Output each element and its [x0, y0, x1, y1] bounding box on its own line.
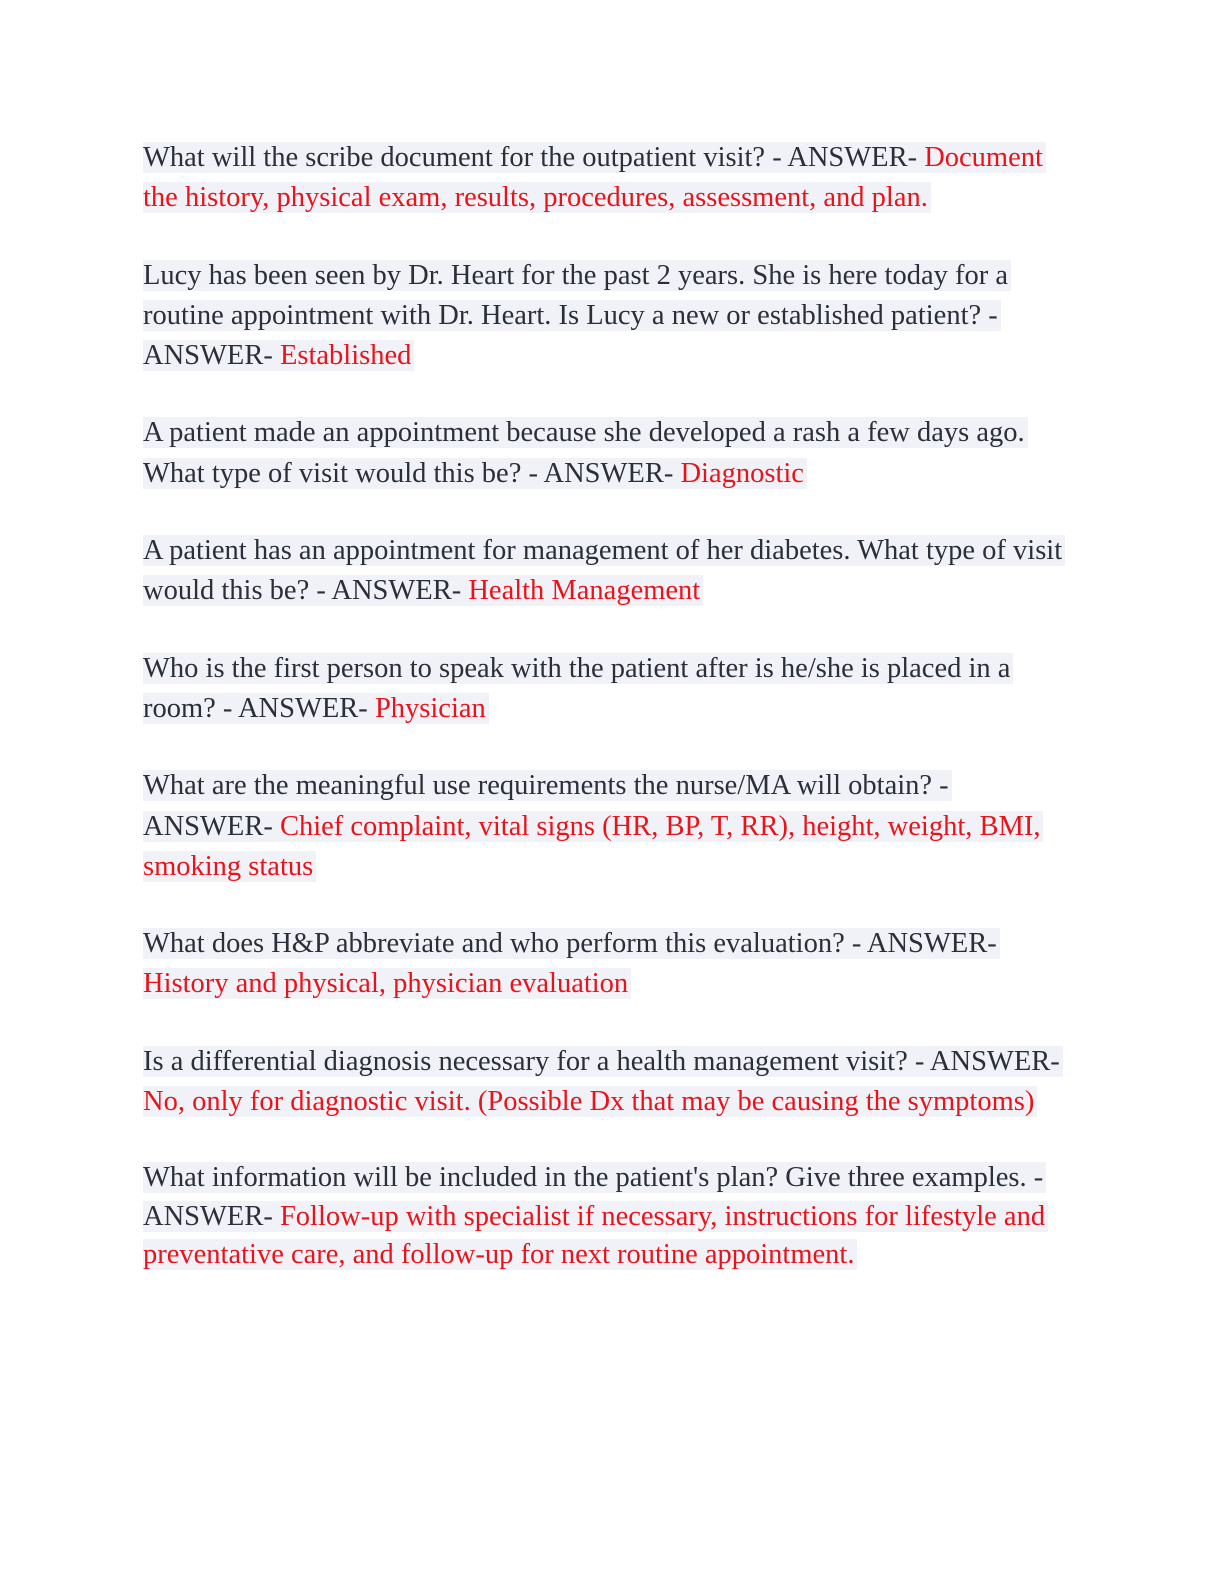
- qa-item-4: [143, 531, 1073, 612]
- answer-text: Health Management: [468, 575, 701, 607]
- question-text: What information will be included in the patient's plan? Give three examples. - ANSWER-: [143, 1162, 1044, 1232]
- qa-item-3: [143, 413, 1073, 494]
- qa-highlight: [143, 770, 1043, 882]
- qa-highlight: [143, 653, 1013, 724]
- question-text: What does H&P abbreviate and who perform this evaluation? - ANSWER-: [143, 928, 997, 960]
- qa-item-6: [143, 766, 1073, 887]
- qa-item-1: [143, 138, 1073, 219]
- answer-text: No, only for diagnostic visit. (Possible Dx that may be causing the symptoms): [143, 1086, 1035, 1118]
- answer-text: Follow-up with specialist if necessary, instructions for lifestyle and preventative care, and follow-up for next routine appointment.: [143, 1200, 1046, 1270]
- answer-text: History and physical, physician evaluation: [143, 968, 629, 1000]
- answer-text: Established: [279, 340, 412, 372]
- question-text: A patient has an appointment for management of her diabetes. What type of visit would this be? - ANSWER-: [143, 535, 1063, 607]
- answer-text: Physician: [374, 692, 486, 724]
- question-text: Lucy has been seen by Dr. Heart for the past 2 years. She is here today for a routine appointment with Dr. Heart. Is Lucy a new or established patient? - ANSWER-: [143, 259, 1008, 372]
- qa-item-7: [143, 924, 1073, 1005]
- qa-highlight: [143, 928, 1000, 999]
- qa-item-9: [143, 1159, 1073, 1274]
- qa-highlight: [143, 1162, 1048, 1270]
- qa-highlight: [143, 142, 1046, 213]
- answer-text: Diagnostic: [680, 457, 804, 489]
- qa-item-5: [143, 649, 1073, 730]
- question-text: A patient made an appointment because she developed a rash a few days ago. What type of visit would this be? - ANSWER-: [143, 417, 1025, 489]
- qa-highlight: [143, 417, 1028, 488]
- question-text: Who is the first person to speak with the patient after is he/she is placed in a room? - ANSWER-: [143, 652, 1011, 724]
- question-text: What will the scribe document for the outpatient visit? - ANSWER-: [143, 142, 925, 173]
- qa-item-2: [143, 256, 1073, 377]
- document-page: [143, 138, 1073, 1311]
- question-text: What are the meaningful use requirements the nurse/MA will obtain? - ANSWER-: [143, 770, 949, 842]
- qa-highlight: [143, 535, 1065, 606]
- qa-highlight: [143, 1046, 1063, 1117]
- answer-text: Chief complaint, vital signs (HR, BP, T, RR), height, weight, BMI, smoking status: [143, 810, 1041, 882]
- qa-item-8: [143, 1042, 1073, 1123]
- qa-highlight: [143, 260, 1011, 372]
- answer-text: Document the history, physical exam, results, procedures, assessment, and plan.: [143, 142, 1043, 214]
- question-text: Is a differential diagnosis necessary for a health management visit? - ANSWER-: [143, 1045, 1060, 1077]
